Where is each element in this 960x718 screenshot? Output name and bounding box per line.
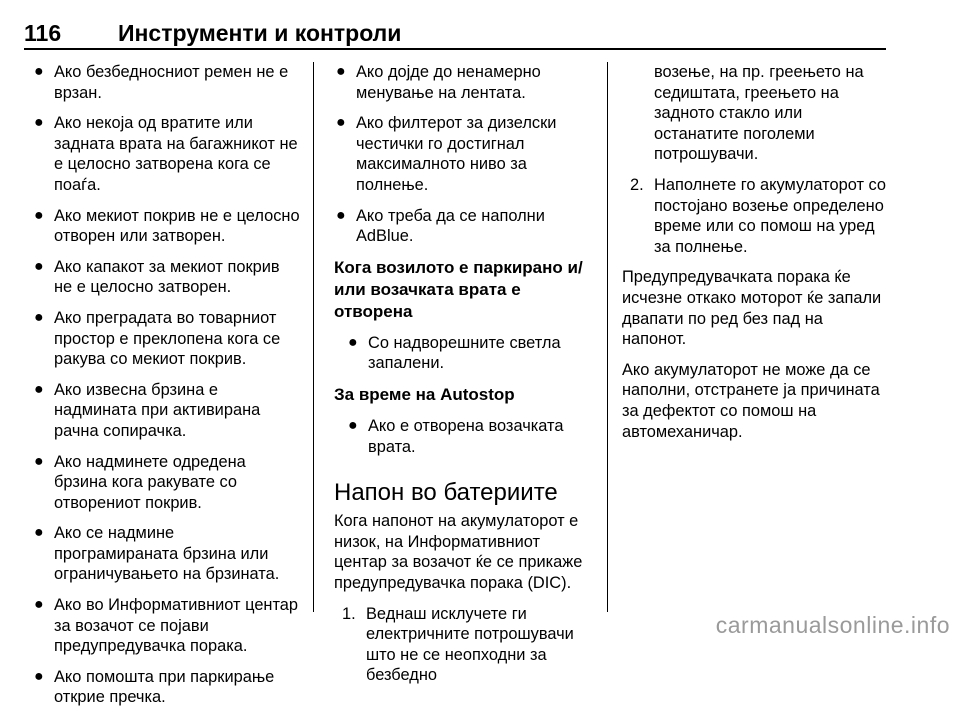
list-item: ● Ако во Информативниот центар за возачот се појави предупредувачка порака.: [34, 596, 299, 656]
paragraph: Кога напонот на акумулаторот е низок, на Информативниот центар за возачот ќе се прикаже предупредувачка порака (DIC).: [334, 512, 583, 592]
watermark: carmanualsonline.info: [715, 612, 950, 638]
numbered-step: 2. Наполнете го акумулаторот со постојано возење определено време или со помош на уред за полнење.: [630, 175, 887, 256]
subheading-autostop: За време на Autostop: [334, 384, 515, 404]
bullet-icon: ●: [34, 206, 44, 224]
list-item: ● Ако капакот за мекиот покрив не е целосно затворен.: [34, 257, 280, 297]
bullet-icon: ●: [34, 114, 44, 132]
list-item: ● Ако преградата во товарниот простор е преклопена кога се ракува со мекиот покрив.: [34, 308, 281, 369]
list-item: ● Ако дојде до ненамерно менување на лентата.: [336, 63, 541, 102]
section-title: Напон во батериите: [334, 479, 558, 507]
list-item: ● Ако некоја од вратите или задната врата на багажникот не е целосно затворена кога се поаѓа.: [34, 114, 298, 194]
bullet-icon: ●: [336, 114, 346, 132]
list-item: ● Со надворешните светла запалени.: [348, 333, 561, 373]
bullet-icon: ●: [34, 308, 44, 326]
column-divider-2: [607, 62, 608, 612]
bullet-icon: ●: [34, 380, 44, 398]
bullet-icon: ●: [34, 596, 44, 614]
list-item: ● Ако се надмине програмираната брзина или ограничувањето на брзината.: [34, 524, 280, 584]
bullet-icon: ●: [34, 452, 44, 470]
list-item: ● Ако помошта при паркирање открие пречка.: [34, 667, 275, 707]
page-header: [24, 8, 886, 52]
paragraph: Предупредувачката порака ќе исчезне откако моторот ќе запали двапати по ред без пад на напонот.: [622, 268, 882, 349]
numbered-step-continued: возење, на пр. греењето на седиштата, греењето на задното стакло или останатите поголеми потрошувачи.: [654, 63, 864, 164]
list-item: ● Ако безбедносниот ремен не е врзан.: [34, 63, 289, 102]
column-2: [334, 62, 596, 696]
bullet-icon: ●: [34, 667, 44, 685]
numbered-step: 1. Веднаш исклучете ги електричните потрошувачи што не се неопходни за безбедно: [342, 604, 574, 685]
bullet-icon: ●: [34, 257, 44, 275]
column-1: [34, 62, 300, 718]
list-item: ● Ако филтерот за дизелски честички го достигнал максималното ниво за полнење.: [336, 114, 557, 194]
subheading-parked: Кога возилото е паркирано и/или возачката врата е отворена: [334, 257, 583, 321]
list-item: ● Ако извесна брзина е надминатa при активирана рачна сопирачка.: [34, 380, 261, 440]
list-item: ● Ако мекиот покрив не е целосно отворен или затворен.: [34, 206, 300, 246]
list-item: ● Ако треба да се наполни AdBlue.: [336, 206, 545, 246]
bullet-icon: ●: [348, 333, 358, 351]
page-number: 116: [24, 20, 62, 46]
column-3: [622, 62, 890, 452]
bullet-icon: ●: [336, 63, 346, 80]
bullet-icon: ●: [336, 206, 346, 224]
list-item: ● Ако надминете одредена брзина кога ракувате со отворениот покрив.: [34, 452, 246, 512]
list-item: ● Ако е отворена возачката врата.: [348, 416, 564, 456]
column-divider-1: [313, 62, 314, 612]
paragraph: Ако акумулаторот не може да се наполни, отстранете ја причината за дефектот со помош на автомеханичар.: [622, 360, 880, 441]
page-title: Инструменти и контроли: [118, 20, 402, 46]
bullet-icon: ●: [34, 63, 44, 80]
header-rule: [24, 48, 886, 50]
bullet-icon: ●: [348, 416, 358, 434]
bullet-icon: ●: [34, 524, 44, 542]
